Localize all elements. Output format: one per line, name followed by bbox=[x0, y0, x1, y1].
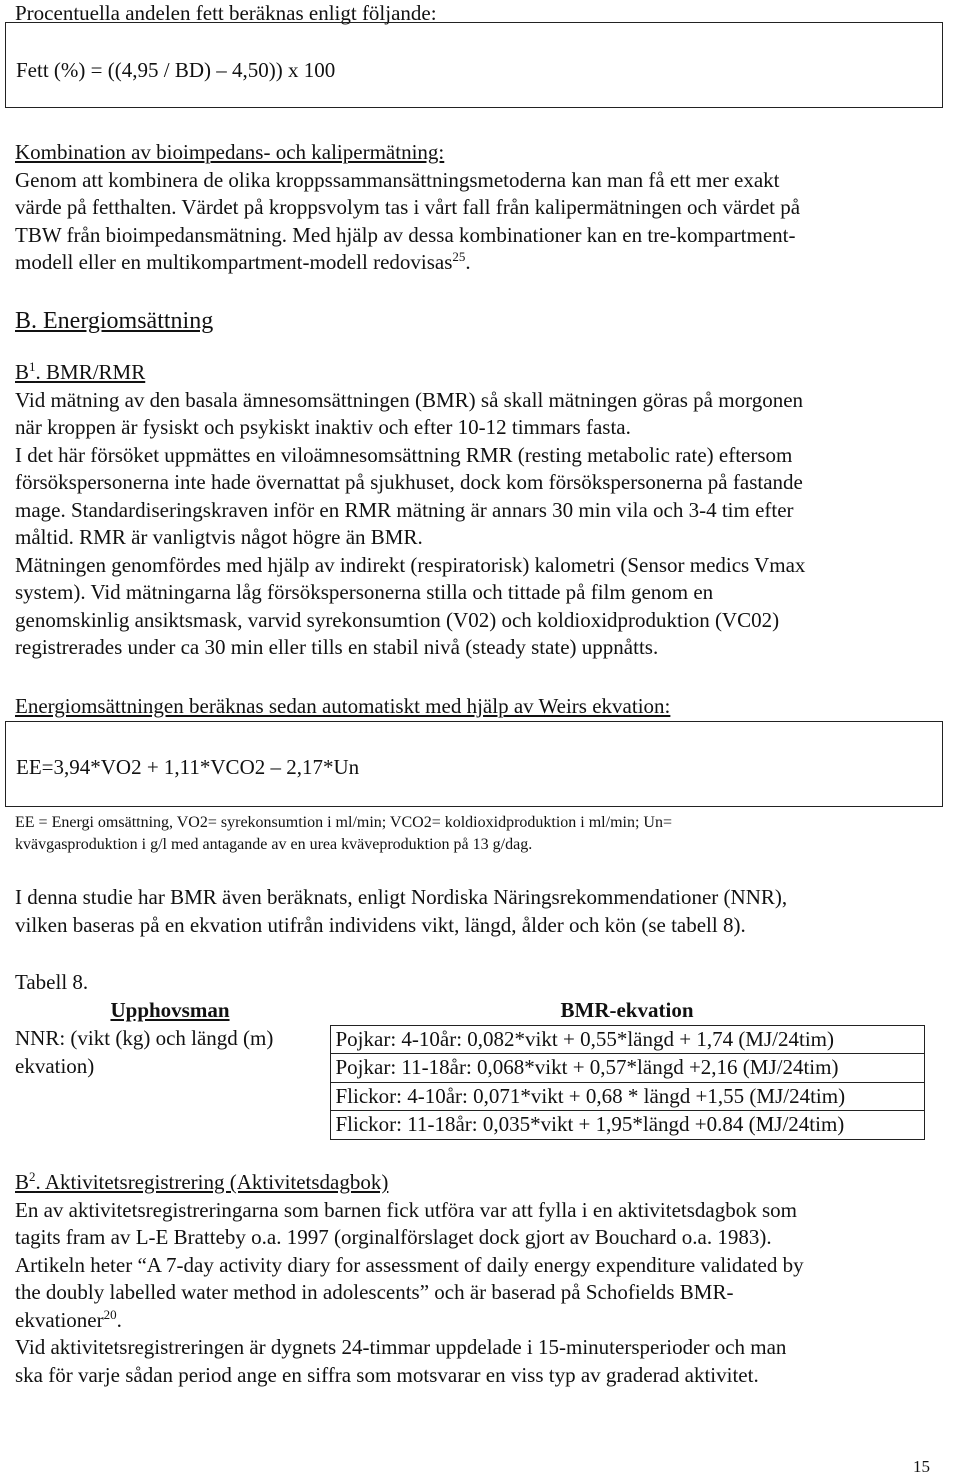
reference-20: 20 bbox=[103, 1306, 117, 1322]
b1-heading bbox=[15, 359, 805, 387]
weir-note-line: kvävgasproduktion i g/l med antagande av en urea kväveproduktion på 13 g/dag. bbox=[15, 836, 533, 853]
b1-prefix: B bbox=[15, 360, 30, 384]
b2-line: En av aktivitetsregistreringarna som barnen fick utföra var att fylla i en aktivitetsdagbok som bbox=[15, 1197, 798, 1222]
b1-line: registrerades under ca 30 min eller tills en stabil nivå (steady state) uppnåtts. bbox=[15, 635, 659, 659]
table8-header-row bbox=[10, 997, 924, 1025]
b1-title: . BMR/RMR bbox=[35, 360, 146, 384]
weir-note-line: EE = Energi omsättning, VO2= syrekonsumtion i ml/min; VCO2= koldioxidproduktion i ml/min; Un= bbox=[15, 814, 672, 831]
b2-line: tagits fram av L-E Bratteby o.a. 1997 (orginalförslaget dock gjort av Bouchard o.a. 1983). bbox=[15, 1225, 772, 1249]
combination-heading: Kombination av bioimpedans- och kalipermätning: bbox=[15, 140, 445, 164]
b2-line: ska för varje sådan period ange en siffra som motsvarar en viss typ av graderad aktivitet. bbox=[15, 1362, 759, 1387]
b2-title: . Aktivitetsregistrering (Aktivitetsdagbok) bbox=[35, 1170, 389, 1194]
b1-line: när kroppen är fysiskt och psykiskt inaktiv och efter 10-12 timmars fasta. bbox=[15, 415, 631, 439]
b1-line: Vid mätning av den basala ämnesomsättningen (BMR) så skall mätningen göras på morgonen bbox=[15, 387, 804, 412]
b1-line: system). Vid mätningarna låg försökspersonerna stilla och tittade på film genom en bbox=[15, 580, 714, 604]
b1-line: Mätningen genomfördes med hjälp av indirekt (respiratorisk) kalometri (Sensor medics Vmax bbox=[15, 552, 806, 577]
b1-line: mage. Standardiseringskraven inför en RMR mätning är annars 30 min vila och 3-4 tim efter bbox=[15, 497, 794, 522]
b2-heading bbox=[15, 1169, 804, 1197]
reference-25: 25 bbox=[452, 249, 466, 264]
table8-equation: Flickor: 4-10år: 0,071*vikt + 0,68 * längd +1,55 (MJ/24tim) bbox=[330, 1082, 924, 1111]
table-row bbox=[10, 1025, 924, 1054]
weir-formula-box bbox=[5, 721, 943, 807]
combination-section bbox=[15, 139, 800, 277]
fat-formula: Fett (%) = ((4,95 / BD) – 4,50)) x 100 bbox=[16, 58, 336, 82]
combination-line-last bbox=[15, 249, 800, 277]
b1-line: måltid. RMR är vanligtvis något högre än BMR. bbox=[15, 525, 423, 549]
nnr-paragraph bbox=[15, 884, 787, 939]
table8-author-line: NNR: (vikt (kg) och längd (m) bbox=[15, 1026, 274, 1050]
table8-col2-header: BMR-ekvation bbox=[330, 997, 924, 1025]
page-number: 15 bbox=[913, 1457, 930, 1476]
b2-sup: 2 bbox=[29, 1169, 36, 1184]
b1-line: genomskinlig ansiktsmask, varvid syrekonsumtion (V02) och koldioxidproduktion (VC02) bbox=[15, 607, 780, 632]
combination-line: värde på fetthalten. Värdet på kroppsvolym tas i vårt fall från kalipermätningen och värdet på bbox=[15, 195, 801, 219]
section-b-heading: B. Energiomsättning bbox=[15, 308, 214, 334]
fat-formula-box bbox=[5, 22, 943, 108]
table8-equation: Flickor: 11-18år: 0,035*vikt + 1,95*längd +0.84 (MJ/24tim) bbox=[330, 1111, 924, 1140]
combination-line: modell eller en multikompartment-modell redovisas bbox=[15, 250, 453, 274]
b2-last-end: . bbox=[116, 1307, 122, 1332]
table8-caption: Tabell 8. bbox=[15, 970, 89, 994]
table8-equation: Pojkar: 11-18år: 0,068*vikt + 0,57*längd +2,16 (MJ/24tim) bbox=[330, 1054, 924, 1083]
weir-note bbox=[15, 812, 672, 856]
intro-text: Procentuella andelen fett beräknas enligt följande: bbox=[15, 1, 437, 25]
b2-last-word: ekvationer bbox=[15, 1307, 104, 1332]
b2-prefix: B bbox=[15, 1170, 30, 1194]
b2-section bbox=[15, 1169, 804, 1389]
b1-sup: 1 bbox=[29, 359, 36, 374]
b2-line: the doubly labelled water method in adolescents” och är baserad på Schofields BMR- bbox=[15, 1280, 734, 1304]
table8 bbox=[10, 997, 925, 1140]
combination-line: Genom att kombinera de olika kroppssammansättningsmetoderna kan man få ett mer exakt bbox=[15, 167, 780, 192]
b2-line: Vid aktivitetsregistreringen är dygnets 24-timmar uppdelade i 15-minutersperioder och man bbox=[15, 1335, 787, 1359]
nnr-line: I denna studie har BMR även beräknats, enligt Nordiska Näringsrekommendationer (NNR), bbox=[15, 885, 788, 909]
table8-col1-header: Upphovsman bbox=[110, 998, 230, 1023]
b2-line-last bbox=[15, 1307, 804, 1335]
b1-line: I det här försöket uppmättes en viloämnesomsättning RMR (resting metabolic rate) eftersom bbox=[15, 442, 793, 467]
weir-formula: EE=3,94*VO2 + 1,11*VCO2 – 2,17*Un bbox=[16, 755, 360, 779]
nnr-line: vilken baseras på en ekvation utifrån individens vikt, längd, ålder och kön (se tabell 8). bbox=[15, 912, 746, 937]
table8-equation: Pojkar: 4-10år: 0,082*vikt + 0,55*längd + 1,74 (MJ/24tim) bbox=[330, 1025, 924, 1054]
table8-author-line: ekvation) bbox=[15, 1053, 95, 1078]
weir-heading: Energiomsättningen beräknas sedan automatiskt med hjälp av Weirs ekvation: bbox=[15, 694, 671, 718]
combination-end: . bbox=[465, 250, 471, 274]
b1-section bbox=[15, 359, 805, 662]
combination-line: TBW från bioimpedansmätning. Med hjälp av dessa kombinationer kan en tre-kompartment- bbox=[15, 222, 796, 247]
b1-line: försökspersonerna inte hade övernattat på sjukhuset, dock kom försökspersonerna på fastande bbox=[15, 470, 803, 494]
b2-line: Artikeln heter “A 7-day activity diary for assessment of daily energy expenditure validated by bbox=[15, 1252, 804, 1277]
table8-author-cell bbox=[10, 1025, 330, 1139]
